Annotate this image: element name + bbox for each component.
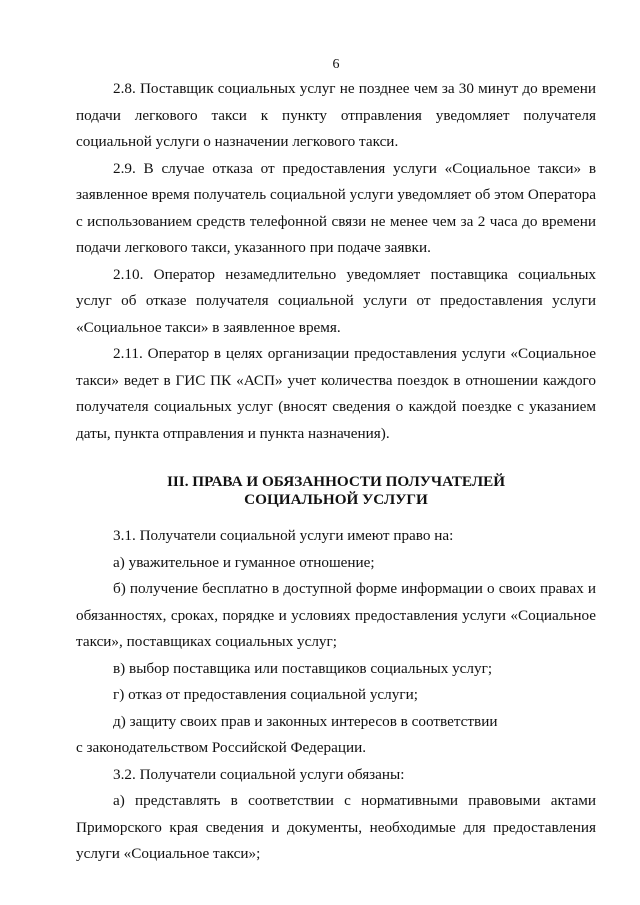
list-item-v: в) выбор поставщика или поставщиков социальных услуг;	[113, 659, 493, 677]
section-title	[76, 473, 596, 509]
paragraph-2-9: 2.9. В случае отказа от предоставления услуги «Социальное такси» в заявленное время получатель социальной услуги уведомляет об этом Оператора с использованием средств телефонной связи не менее чем за 2 часа до времени подачи легкового такси, указанного при подаче заявки.	[76, 159, 596, 256]
list-item-a-obligation: а) представлять в соответствии с нормативными правовыми актами Приморского края сведения и документы, необходимые для предоставления услуги «Социальное такси»;	[76, 792, 596, 862]
page-number: 6	[332, 57, 340, 72]
section-title-line-1: III. ПРАВА И ОБЯЗАННОСТИ ПОЛУЧАТЕЛЕЙ	[166, 473, 506, 490]
list-item-d: д) защиту своих прав и законных интересов в соответствии	[113, 712, 498, 730]
paragraph-3-1: 3.1. Получатели социальной услуги имеют право на:	[113, 527, 454, 544]
paragraph-3-2: 3.2. Получатели социальной услуги обязаны:	[113, 765, 405, 783]
list-item-g: г) отказ от предоставления социальной услуги;	[113, 686, 418, 703]
paragraph-2-10: 2.10. Оператор незамедлительно уведомляет поставщика социальных услуг об отказе получателя социальной услуги от предоставления услуги «Социальное такси» в заявленное время.	[76, 265, 596, 336]
paragraph-2-8: 2.8. Поставщик социальных услуг не позднее чем за 30 минут до времени подачи легкового такси к пункту отправления уведомляет получателя социальной услуги о назначении легкового такси.	[76, 80, 596, 150]
list-item-a: а) уважительное и гуманное отношение;	[113, 553, 375, 571]
list-item-d-continuation: с законодательством Российской Федерации.	[76, 739, 367, 756]
paragraph-2-11: 2.11. Оператор в целях организации предоставления услуги «Социальное такси» ведет в ГИС ПК «АСП» учет количества поездок в отношении каждого получателя социальных услуг (вносят сведения о каждой поездке с указанием даты, пункта отправления и пункта назначения).	[76, 345, 596, 442]
section-title-line-2: СОЦИАЛЬНОЙ УСЛУГИ	[244, 491, 428, 508]
list-item-b: б) получение бесплатно в доступной форме информации о своих правах и обязанностях, сроках, порядке и условиях предоставления услуги «Социальное такси», поставщиках социальных услуг;	[76, 580, 596, 650]
